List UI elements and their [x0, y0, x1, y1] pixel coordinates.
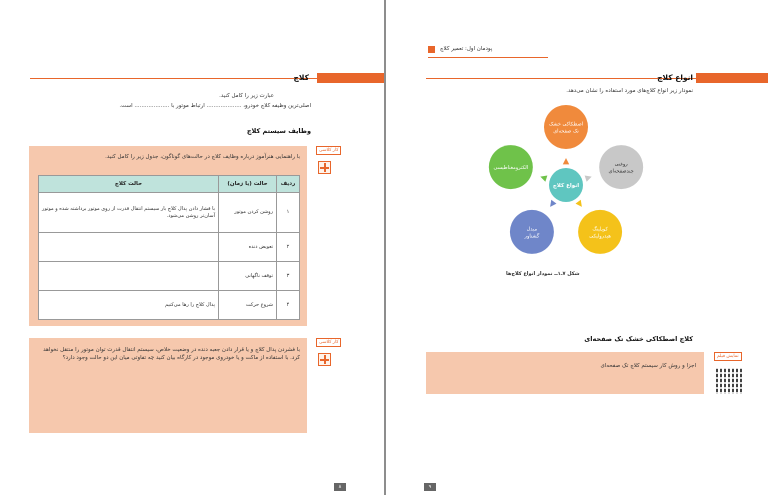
- row-num: ۲: [277, 233, 300, 262]
- diagram-node-label: الکترومغناطیسی: [493, 165, 529, 172]
- header-state: حالت (یا زمان): [219, 176, 277, 193]
- diagram-node-label: تک صفحه‌ای: [553, 128, 579, 135]
- diagram-node-label: چندصفحه‌ای: [608, 168, 634, 175]
- row-clutch: پدال کلاچ را رها می‌کنیم: [39, 291, 219, 320]
- diagram-node-label: مبدل: [526, 226, 538, 233]
- film-box: [426, 352, 704, 394]
- diagram-arrow: [540, 176, 547, 182]
- header-block: [317, 73, 384, 83]
- diagram-arrow: [585, 176, 592, 182]
- diagram-intro: نمودار زیر انواع کلاچ‌های مورد استفاده را نشان می‌دهد.: [566, 88, 693, 94]
- row-num: ۱: [277, 193, 300, 233]
- row-num: ۴: [277, 291, 300, 320]
- subheading: کلاچ اصطکاکی خشک تک صفحه‌ای: [584, 335, 693, 343]
- table-row: [39, 262, 300, 291]
- running-rule: [428, 57, 548, 58]
- row-state: روشن کردن موتور: [219, 193, 277, 233]
- classwork-icon: [318, 161, 331, 174]
- row-state: توقف ناگهانی: [219, 262, 277, 291]
- activity1-text: با راهنمایی هنرآموز درباره وظایف کلاچ در حالت‌های گوناگون، جدول زیر را کامل کنید.: [105, 154, 300, 160]
- diagram-node-label: اصطکاکی خشک: [548, 121, 584, 128]
- qr-code-icon[interactable]: [716, 368, 742, 394]
- activity2-tag: کار کلاسی: [316, 338, 341, 347]
- page-number: ۸: [334, 483, 346, 491]
- right-page: [386, 0, 768, 495]
- header-marker: [428, 46, 435, 53]
- clutch-types-diagram: [476, 105, 656, 265]
- section-block: [696, 73, 768, 83]
- diagram-arrow: [576, 200, 582, 207]
- classwork-icon: [318, 353, 331, 366]
- diagram-node-label: گشتاور: [524, 233, 540, 240]
- row-num: ۳: [277, 262, 300, 291]
- row-state: تعویض دنده: [219, 233, 277, 262]
- table-row: [39, 291, 300, 320]
- header-num: ردیف: [277, 176, 300, 193]
- film-text: اجزا و روش کار سیستم کلاچ تک صفحه‌ای: [600, 363, 696, 369]
- section-title: انواع کلاچ: [657, 73, 693, 82]
- diagram-node-label: کوپلینگ: [592, 226, 608, 233]
- fill-sentence: اصلی‌ترین وظیفه کلاچ خودرو، .................... ارتباط موتور با .................... است.: [119, 103, 311, 109]
- section-rule: [426, 78, 696, 79]
- table-row: [39, 233, 300, 262]
- duties-table: [38, 175, 300, 320]
- section-title: کلاچ: [293, 73, 309, 82]
- row-clutch: [39, 233, 219, 262]
- diagram-node-label: هیدرولیکی: [589, 233, 611, 240]
- row-state: شروع حرکت: [219, 291, 277, 320]
- header-rule: [30, 78, 317, 79]
- diagram-center-label: انواع کلاچ: [552, 183, 580, 189]
- diagram-arrow: [563, 158, 569, 164]
- table-header-row: [39, 176, 300, 193]
- activity1-tag: کار کلاسی: [316, 146, 341, 155]
- activity2-text: با فشردن پدال کلاچ و یا قرار دادن جعبه دنده در وضعیت خلاص، سیستم انتقال قدرت توان موتور را منتقل نخواهد کرد. با استفاده از ماکت و یا خودروی موجود در کارگاه بیان کنید چه تفاوتی میان این دو حالت وجود دارد؟: [43, 347, 300, 361]
- row-clutch: [39, 262, 219, 291]
- header-clutch: حالت کلاچ: [39, 176, 219, 193]
- film-tag: نمایش فیلم: [714, 352, 742, 361]
- row-clutch: با فشار دادن پدال کلاچ بار سیستم انتقال قدرت از روی موتور برداشته شده و موتور آسان‌تر روشن می‌شود.: [39, 193, 219, 233]
- table-row: [39, 193, 300, 233]
- diagram-caption: شکل ۷ـ۱ــ نمودار انواع کلاچ‌ها: [506, 271, 580, 277]
- page-number: ۹: [424, 483, 436, 491]
- diagram-arrow: [550, 200, 556, 207]
- fill-intro: عبارت زیر را کامل کنید.: [219, 93, 274, 99]
- running-header: پودمان اول: تعمیر کلاچ: [440, 46, 493, 52]
- diagram-node-label: روغنی: [614, 161, 628, 168]
- subheading: وظایف سیستم کلاچ: [246, 127, 311, 135]
